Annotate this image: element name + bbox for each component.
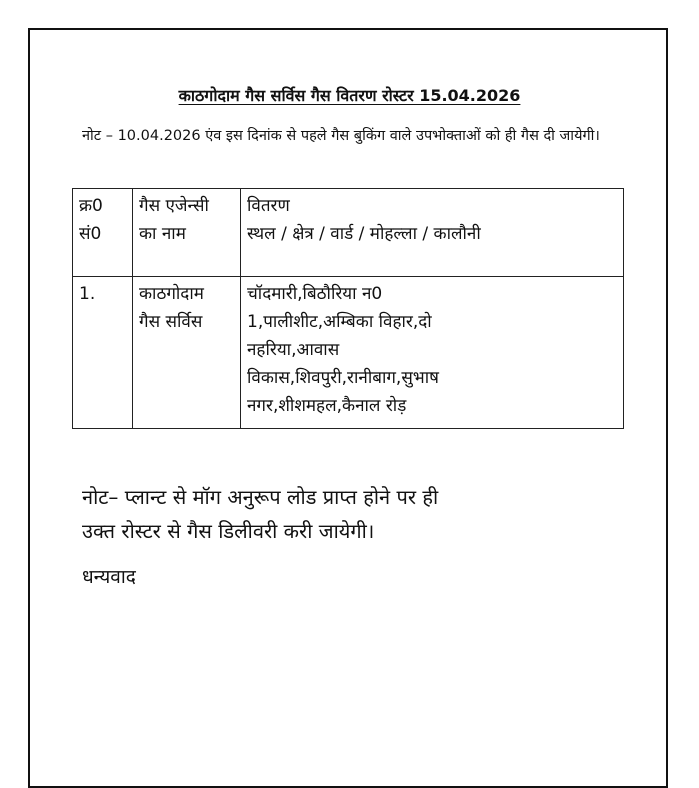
agency-header [133, 189, 241, 277]
serial-header [73, 189, 133, 277]
document-title: काठगोदाम गैस सर्विस गैस वितरण रोस्टर 15.04.2026 [178, 86, 521, 105]
agency-cell [133, 277, 241, 429]
serial-cell [73, 277, 133, 429]
location-line-2: 1,पालीशीट,अम्बिका विहार,दो [247, 312, 432, 332]
serial-header-line-2: सं0 [79, 224, 102, 244]
location-header-line-1: वितरण [247, 196, 290, 216]
closing-thanks: धन्यवाद [82, 566, 136, 588]
locations-cell [241, 277, 624, 429]
table-row [73, 277, 624, 429]
location-line-3: नहरिया,आवास [247, 340, 340, 360]
table-header-row [73, 189, 624, 277]
location-header-line-2: स्थल / क्षेत्र / वार्ड / मोहल्ला / कालौनी [247, 224, 481, 244]
delivery-note-line-1: नोट– प्लान्ट से मॉग अनुरूप लोड प्राप्त होने पर ही [82, 485, 439, 509]
serial-header-line-1: क्र0 [79, 196, 103, 216]
location-line-5: नगर,शीशमहल,कैनाल रोड़ [247, 396, 407, 416]
agency-header-line-2: का नाम [139, 224, 186, 244]
location-line-1: चॉदमारी,बिठौरिया न0 [247, 284, 383, 304]
roster-table [72, 188, 624, 429]
serial-value: 1. [79, 284, 96, 304]
agency-line-2: गैस सर्विस [139, 312, 203, 332]
delivery-note-line-2: उक्त रोस्टर से गैस डिलीवरी करी जायेगी। [82, 519, 375, 543]
location-line-4: विकास,शिवपुरी,रानीबाग,सुभाष [247, 368, 439, 388]
agency-line-1: काठगोदाम [139, 284, 204, 304]
location-header [241, 189, 624, 277]
agency-header-line-1: गैस एजेन्सी [139, 196, 209, 216]
booking-note: नोट – 10.04.2026 एंव इस दिनांक से पहले गैस बुकिंग वाले उपभोक्ताओं को ही गैस दी जायेगी। [82, 128, 600, 144]
delivery-note [82, 480, 622, 548]
